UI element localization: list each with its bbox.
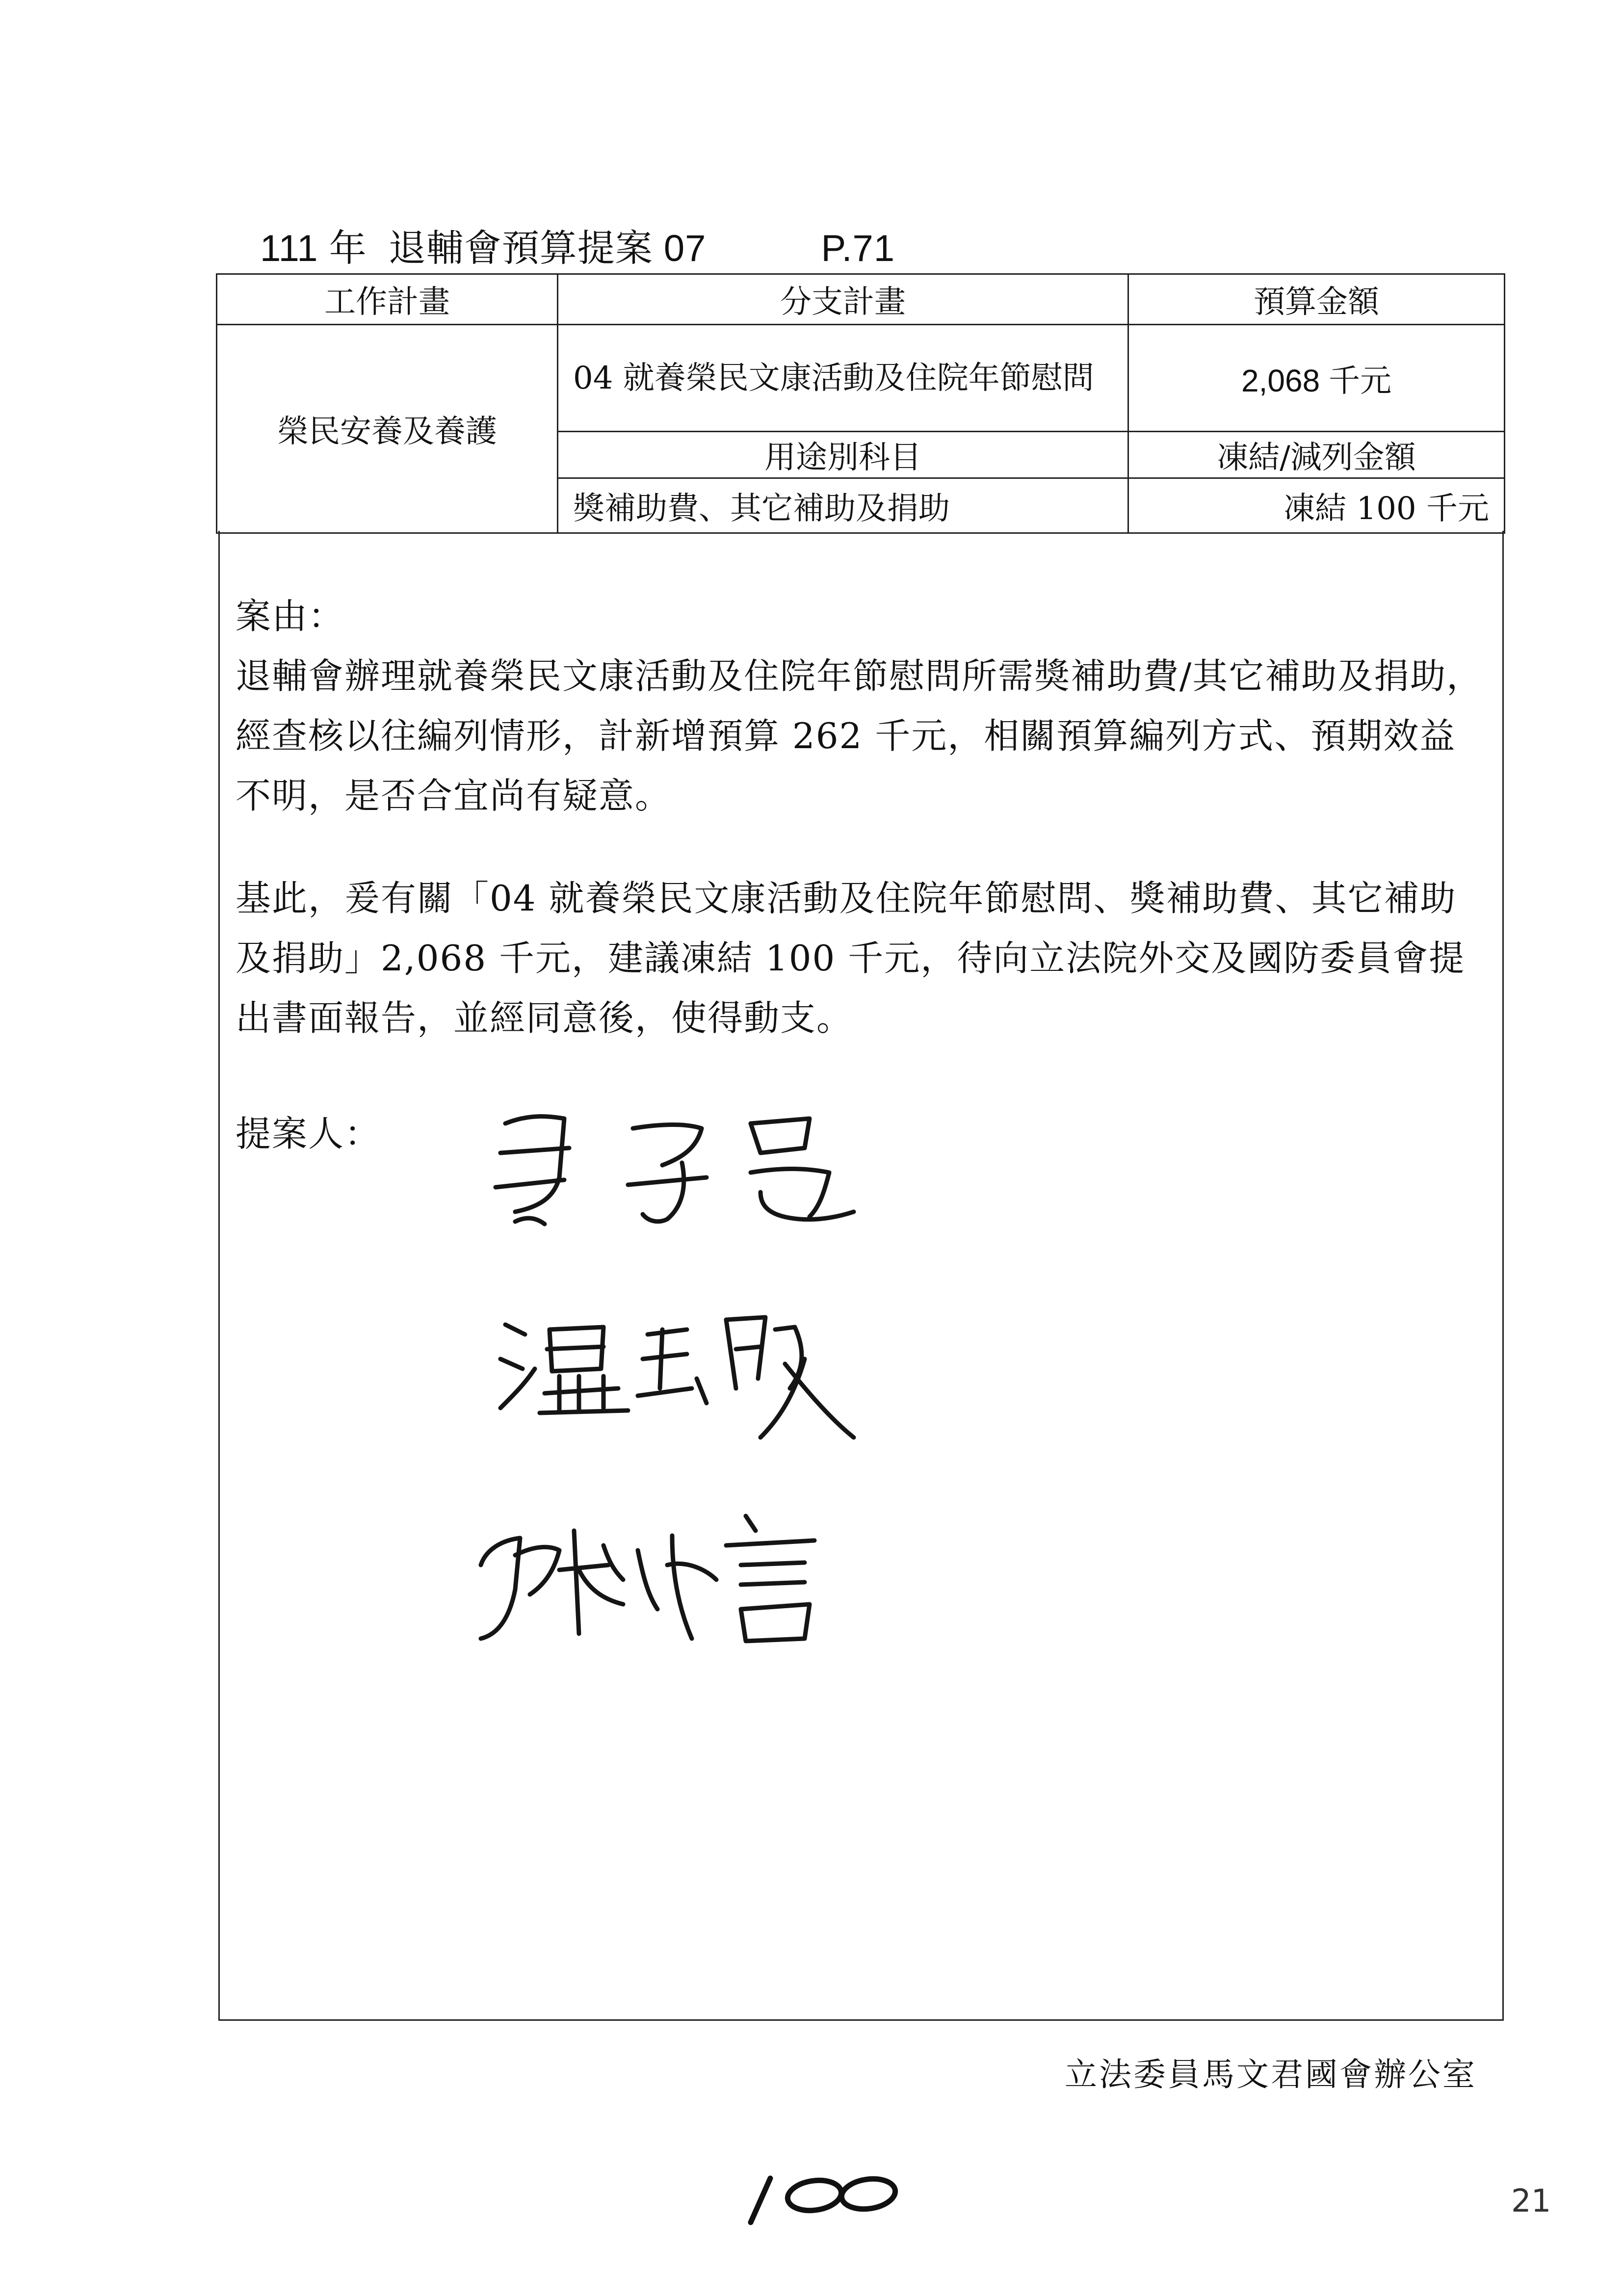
- reason-text: 退輔會辦理就養榮民文康活動及住院年節慰問所需獎補助費/其它補助及捐助，經查核以往編列情形，計新增預算 262 千元，相關預算編列方式、預期效益不明，是否合宜尚有疑意。: [236, 655, 1483, 816]
- proposal-header: [260, 218, 906, 272]
- col-header-use-category: 用途別科目: [558, 432, 1128, 478]
- signature-3: [461, 1491, 864, 1658]
- office-footer: 立法委員馬文君國會辦公室: [1065, 2056, 1477, 2093]
- table-header-row: [217, 274, 1505, 325]
- col-header-work-plan: 工作計畫: [217, 274, 558, 325]
- table-row: [217, 325, 1505, 432]
- header-page-ref: P.71: [821, 228, 895, 269]
- header-year: 111 年: [260, 228, 367, 269]
- reason-heading: 案由：: [236, 596, 345, 637]
- proposer-label: 提案人：: [236, 1113, 381, 1154]
- freeze-amount-cell: 凍結 100 千元: [1128, 478, 1505, 533]
- signature-1: [486, 1094, 868, 1241]
- work-plan-cell: 榮民安養及養護: [217, 325, 558, 533]
- proposal-text: 基此，爰有關「04 就養榮民文康活動及住院年節慰問、獎補助費、其它補助及捐助」2,068 千元，建議凍結 100 千元，待向立法院外交及國防委員會提出書面報告，並經同意後，使得動支。: [236, 878, 1466, 1039]
- col-header-budget-amount: 預算金額: [1128, 274, 1505, 325]
- header-title: 退輔會預算提案 07: [388, 228, 707, 269]
- use-category-cell: 獎補助費、其它補助及捐助: [558, 478, 1128, 533]
- signature-2: [491, 1290, 873, 1452]
- budget-table: [216, 273, 1505, 534]
- corner-mark: 21: [1511, 2183, 1551, 2219]
- col-header-branch-plan: 分支計畫: [558, 274, 1128, 325]
- col-header-freeze-amount: 凍結/減列金額: [1128, 432, 1505, 478]
- budget-amount-cell: 2,068 千元: [1128, 325, 1505, 432]
- branch-plan-cell: 04 就養榮民文康活動及住院年節慰問: [558, 325, 1128, 432]
- page-number: [736, 2159, 903, 2232]
